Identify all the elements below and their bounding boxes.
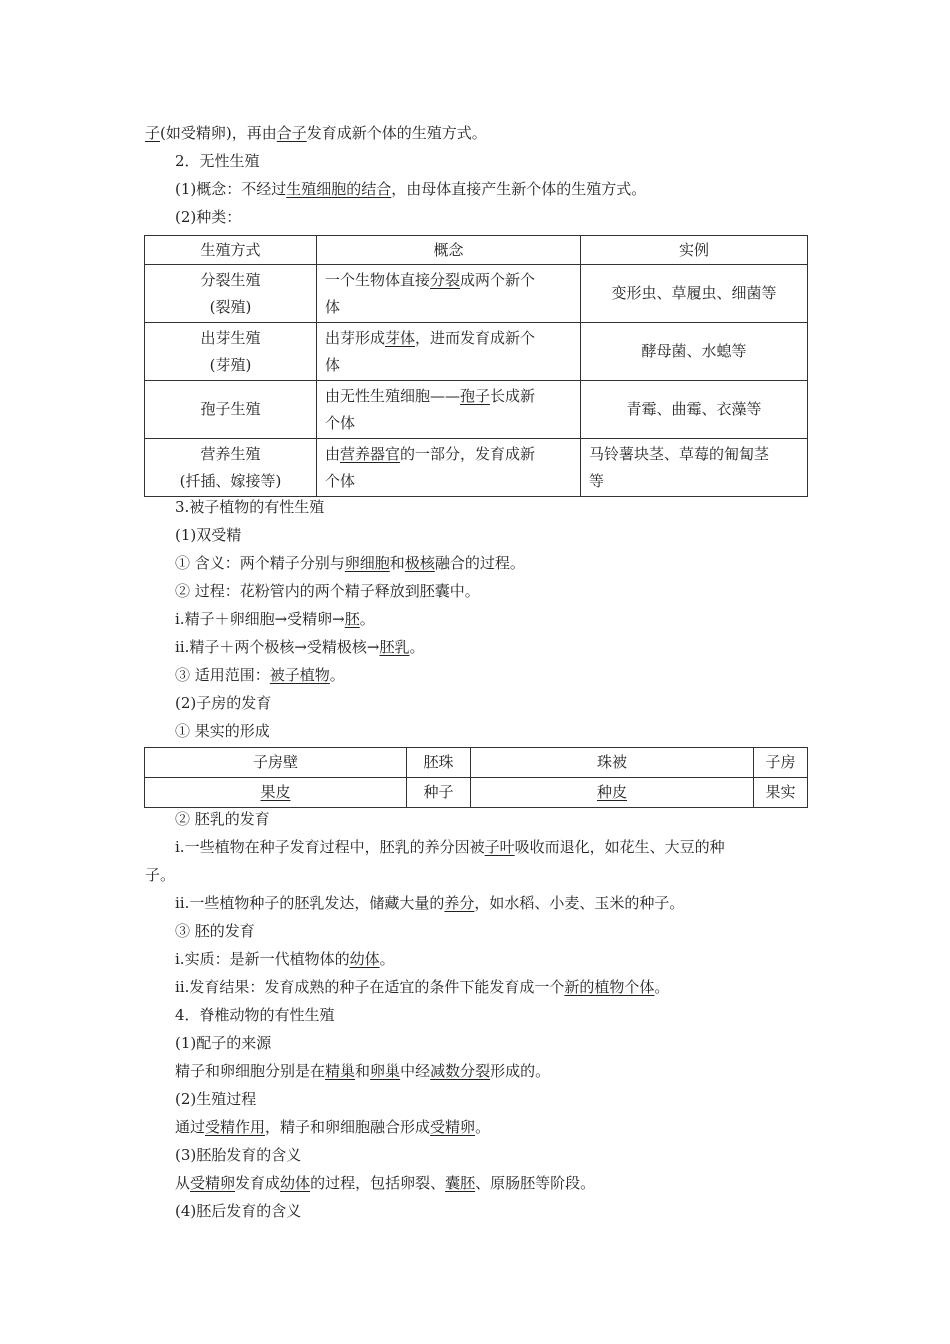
subheading-double-fertilization: (1)双受精 [175,526,242,544]
endosperm-ii [175,893,684,913]
subheading-post-embryonic: (4)胚后发育的含义 [175,1202,302,1220]
table-row [145,265,808,323]
term-pericarp: 果皮 [260,783,291,801]
term-fertilized-egg: 受精卵 [430,1118,476,1136]
embryo-i [175,949,395,969]
term-embryo: 胚 [344,610,360,628]
text: 成两个新个 [460,270,536,289]
term-cotyledon: 子叶 [484,838,515,856]
term-new-plant: 新的植物个体 [564,978,655,996]
text: 长成新 [490,386,536,405]
text: 和 [389,554,405,572]
cell-fruit: 果实 [754,778,808,808]
text: 中经 [400,1062,431,1080]
text: 融合的过程。 [434,554,525,572]
text: 出芽形成 [325,328,386,347]
intro-line [145,123,487,143]
method-cell: 孢子生殖 [145,381,317,439]
term-young-body: 幼体 [280,1174,311,1192]
subheading-reproduction-process: (2)生殖过程 [175,1090,257,1108]
types-label: (2)种类： [175,208,242,226]
subheading-embryo: ③ 胚的发育 [175,922,255,940]
cell-seed: 种子 [407,778,471,808]
method-alt: (裂殖) [209,297,252,316]
term-angiosperm: 被子植物 [269,666,330,684]
subheading-ovary: (2)子房的发育 [175,694,272,712]
text: 形成的。 [490,1062,551,1080]
header-method: 生殖方式 [145,236,317,265]
term-ovary: 卵巢 [370,1062,401,1080]
method-name: 营养生殖 [200,444,261,463]
header-concept: 概念 [317,236,581,265]
term-fertilization: 受精作用 [205,1118,266,1136]
example-cell: 酵母菌、水螅等 [581,323,808,381]
method-alt: (扦插、嫁接等) [179,471,282,490]
text: ，由母体直接产生新个体的生殖方式。 [391,180,647,198]
term-vegetative-organ: 营养器官 [340,444,401,463]
table-row [145,323,808,381]
text: (如受精卵)，再由 [160,124,277,142]
method-cell [145,323,317,381]
concept-cell [317,439,581,497]
section-heading-vertebrate: 4．脊椎动物的有性生殖 [175,1006,335,1024]
example-cell: 青霉、曲霉、衣藻等 [581,381,808,439]
embryo-meaning-text [175,1173,595,1193]
text: 发育成新个体的生殖方式。 [306,124,487,142]
term-spore: 孢子 [460,386,491,405]
concept-cell [317,323,581,381]
cell-ovule: 胚珠 [407,748,471,778]
header-example: 实例 [581,236,808,265]
reproduction-process-text [175,1117,490,1137]
table-header-row [145,236,808,265]
text: 的一部分，发育成新 [400,444,536,463]
method-alt: (芽殖) [209,355,252,374]
term-gamete-union: 生殖细胞的结合 [286,180,392,198]
text: 从 [175,1174,191,1192]
cell-ovary: 子房 [754,748,808,778]
term-testis: 精巢 [325,1062,356,1080]
text: (1)概念：不经过 [175,180,287,198]
text: 个体 [325,471,356,490]
endosperm-i [175,837,725,857]
table-row [145,748,808,778]
term-young-body: 幼体 [349,950,380,968]
text: 由无性生殖细胞—— [325,386,461,405]
text: 。 [329,666,345,684]
text: 。 [379,950,395,968]
text: 一个生物体直接 [325,270,431,289]
section-heading-asexual: 2．无性生殖 [175,152,260,170]
text: ，如水稻、小麦、玉米的种子。 [474,894,685,912]
text: 吸收而退化，如花生、大豆的种 [514,838,725,856]
process-line: ② 过程：花粉管内的两个精子释放到胚囊中。 [175,582,480,600]
gamete-source-text [175,1061,550,1081]
text: 精子和卵细胞分别是在 [175,1062,326,1080]
term-fertilized-egg: 受精卵 [190,1174,236,1192]
fruit-formation-table [144,747,808,808]
text: 个体 [325,413,356,432]
concept-cell [317,265,581,323]
asexual-concept [175,179,646,199]
text: ⅱ.精子＋两个极核→受精极核→ [175,638,380,656]
subheading-gamete-source: (1)配子的来源 [175,1034,272,1052]
term-endosperm: 胚乳 [379,638,410,656]
example-cell [581,439,808,497]
cell-ovary-wall: 子房壁 [145,748,407,778]
text: ⅰ.一些植物在种子发育过程中，胚乳的养分因被 [175,838,485,856]
subheading-fruit: ① 果实的形成 [175,722,270,740]
term-seed-coat: 种皮 [596,783,627,801]
text: 通过 [175,1118,206,1136]
embryo-ii [175,977,669,997]
process-i [175,609,375,629]
text: 。 [654,978,670,996]
term-polar-nuclei: 极核 [404,554,435,572]
scope-line [175,665,345,685]
subheading-embryo-meaning: (3)胚胎发育的含义 [175,1146,302,1164]
text: ③ 适用范围： [175,666,270,684]
text: ⅱ.一些植物种子的胚乳发达，储藏大量的 [175,894,445,912]
cell-pericarp [145,778,407,808]
method-name: 分裂生殖 [200,270,261,289]
text: 由 [325,444,341,463]
term-meiosis: 减数分裂 [430,1062,491,1080]
process-ii [175,637,425,657]
method-cell [145,439,317,497]
text: ，精子和卵细胞融合形成 [265,1118,431,1136]
example-cell: 变形虫、草履虫、细菌等 [581,265,808,323]
text: 发育成 [235,1174,281,1192]
text: 和 [355,1062,371,1080]
text: ⅰ.实质：是新一代植物体的 [175,950,350,968]
method-cell [145,265,317,323]
text: 的过程，包括卵裂、 [310,1174,446,1192]
text: ⅱ.发育结果：发育成熟的种子在适宜的条件下能发育成一个 [175,978,565,996]
term-nutrients: 养分 [444,894,475,912]
term-zygote-part: 子 [145,124,161,142]
text: ，进而发育成新个 [415,328,536,347]
term-zygote: 合子 [276,124,307,142]
text: 体 [325,355,341,374]
term-egg-cell: 卵细胞 [344,554,390,572]
text: 。 [409,638,425,656]
table-row [145,381,808,439]
section-heading-angiosperm: 3.被子植物的有性生殖 [175,498,325,516]
text: ① 含义：两个精子分别与 [175,554,345,572]
term-fission: 分裂 [430,270,461,289]
text: 。 [475,1118,491,1136]
text: 马铃薯块茎、草莓的匍匐茎 [589,444,770,463]
table-row [145,778,808,808]
concept-cell [317,381,581,439]
text: 。 [359,610,375,628]
text: 体 [325,297,341,316]
text: 等 [589,471,605,490]
asexual-types-table [144,235,808,497]
term-blastula: 囊胚 [445,1174,476,1192]
cell-seed-coat [471,778,754,808]
method-name: 出芽生殖 [200,328,261,347]
text: 、原肠胚等阶段。 [475,1174,596,1192]
text: ⅰ.精子＋卵细胞→受精卵→ [175,610,345,628]
term-bud: 芽体 [385,328,416,347]
endosperm-i-continued: 子。 [145,866,176,884]
table-row [145,439,808,497]
subheading-endosperm: ② 胚乳的发育 [175,810,270,828]
cell-integument: 珠被 [471,748,754,778]
meaning-line [175,553,525,573]
